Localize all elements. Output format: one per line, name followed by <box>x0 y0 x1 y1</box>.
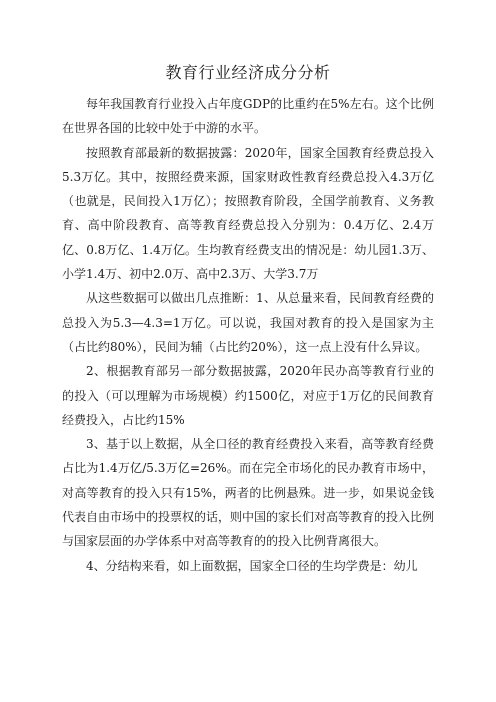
paragraph: 3、基于以上数据，从全口径的教育经费投入来看，高等教育经费占比为1.4万亿/5.3万亿=26%。而在完全市场化的民办教育市场中，对高等教育的投入只有15%，两者的比例悬殊。进一步，如果说金钱代表自由市场中的投票权的话，则中国的家长们对高等教育的投入比例与国家层面的办学体系中对高等教育的的投入比例背离很大。 <box>62 437 435 549</box>
document-title: 教育行业经济成分分析 <box>165 63 331 82</box>
paragraph: 4、分结构来看，如上面数据，国家全口径的生均学费是：幼儿 <box>86 558 418 573</box>
paragraph: 从这些数据可以做出几点推断：1、从总量来看，民间教育经费的总投入为5.3—4.3=1万亿。可以说，我国对教育的投入是国家为主（占比约80%），民间为辅（占比约20%），这一点上没有什么异议。 <box>62 291 434 354</box>
document-body <box>62 92 434 578</box>
paragraph: 2、根据教育部另一部分数据披露，2020年民办高等教育行业的的投入（可以理解为市场规模）约1500亿，对应于1万亿的民间教育经费投入，占比约15% <box>62 364 434 427</box>
paragraph: 每年我国教育行业投入占年度GDP的比重约在5%左右。这个比例在世界各国的比较中处于中游的水平。 <box>62 97 434 136</box>
paragraph: 按照教育部最新的数据披露：2020年，国家全国教育经费总投入5.3万亿。其中，按照经费来源，国家财政性教育经费总投入4.3万亿（也就是，民间投入1万亿）；按照教育阶段，全国学前教育、义务教育、高中阶段教育、高等教育经费总投入分别为：0.4万亿、2.4万亿、0.8万亿、1.4万亿。生均教育经费支出的情况是：幼儿园1.3万、小学1.4万、初中2.0万、高中2.3万、大学3.7万 <box>62 145 434 282</box>
